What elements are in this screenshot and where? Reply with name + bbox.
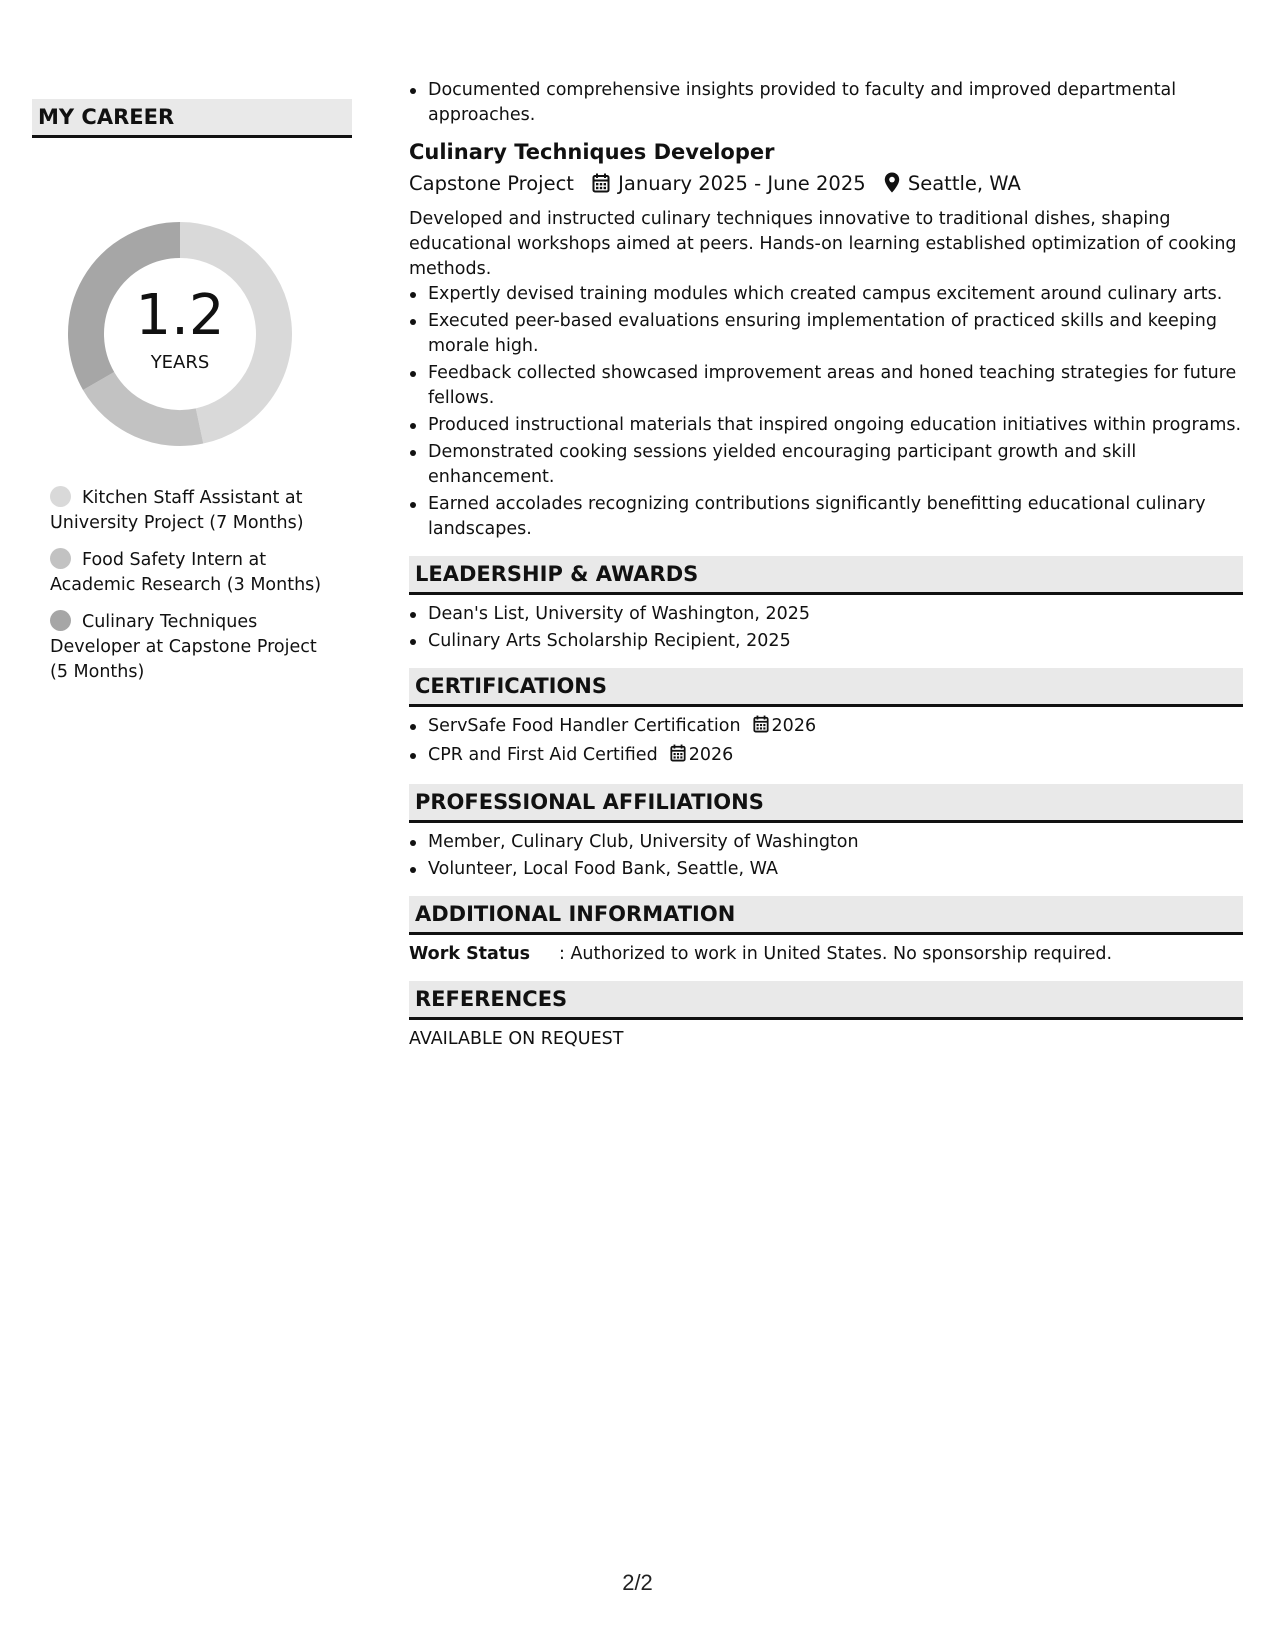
certification-name: ServSafe Food Handler Certification (428, 716, 741, 736)
career-heading: MY CAREER (32, 99, 352, 138)
awards-section (409, 556, 1243, 654)
legend-dot (50, 486, 71, 507)
list-item (409, 743, 1243, 770)
legend-item (50, 610, 340, 685)
donut-segment-2 (99, 381, 200, 428)
certification-name: CPR and First Aid Certified (428, 745, 658, 765)
list-item: Documented comprehensive insights provided to faculty and improved departmental approaches. (409, 78, 1243, 128)
legend-dot (50, 548, 71, 569)
career-donut-chart (66, 220, 294, 448)
page-number: 2/2 (622, 1570, 653, 1595)
job-meta (409, 169, 1243, 202)
calendar-icon (753, 715, 769, 741)
awards-list (409, 602, 1243, 654)
job-location: Seattle, WA (907, 172, 1021, 195)
career-years-value: 1.2 (135, 283, 225, 348)
list-item: Member, Culinary Club, University of Washington (409, 830, 1243, 855)
affiliations-section (409, 784, 1243, 882)
affiliations-heading: PROFESSIONAL AFFILIATIONS (409, 784, 1243, 823)
work-status-value: : Authorized to work in United States. No sponsorship required. (559, 944, 1113, 964)
previous-job-bullets (409, 78, 1243, 128)
work-status-row (409, 942, 1243, 967)
list-item: Executed peer-based evaluations ensuring implementation of practiced skills and keeping morale high. (409, 309, 1243, 359)
job-organization: Capstone Project (409, 172, 574, 195)
list-item: Dean's List, University of Washington, 2025 (409, 602, 1243, 627)
certification-year: 2026 (688, 745, 734, 765)
job-description: Developed and instructed culinary techniques innovative to traditional dishes, shaping educational workshops aimed at peers. Hands-on learning established optimization of cooking methods. (409, 209, 1237, 279)
legend-dot (50, 610, 71, 631)
list-item: Expertly devised training modules which created campus excitement around culinary arts. (409, 282, 1243, 307)
legend-text: Food Safety Intern at Academic Research (3 Months) (50, 550, 322, 595)
list-item: Produced instructional materials that inspired ongoing education initiatives within programs. (409, 413, 1243, 438)
certifications-list (409, 714, 1243, 770)
certifications-heading: CERTIFICATIONS (409, 668, 1243, 707)
list-item: Feedback collected showcased improvement areas and honed teaching strategies for future fellows. (409, 361, 1243, 411)
certifications-section (409, 668, 1243, 770)
list-item: Earned accolades recognizing contributions significantly benefitting educational culinary landscapes. (409, 492, 1243, 542)
additional-info-section (409, 896, 1243, 967)
job-title: Culinary Techniques Developer (409, 140, 775, 164)
list-item: Culinary Arts Scholarship Recipient, 2025 (409, 629, 1243, 654)
references-heading: REFERENCES (409, 981, 1243, 1020)
career-sidebar (32, 99, 352, 697)
list-item: Volunteer, Local Food Bank, Seattle, WA (409, 857, 1243, 882)
career-years-unit: YEARS (150, 352, 210, 373)
references-section (409, 981, 1243, 1052)
calendar-icon (670, 744, 686, 770)
map-pin-icon (884, 172, 900, 202)
affiliations-list (409, 830, 1243, 882)
certification-year: 2026 (771, 716, 817, 736)
list-item: Demonstrated cooking sessions yielded encouraging participant growth and skill enhancement. (409, 440, 1243, 490)
resume-main (409, 78, 1243, 1052)
legend-text: Culinary Techniques Developer at Capstone Project (5 Months) (50, 612, 317, 682)
references-text: AVAILABLE ON REQUEST (409, 1029, 624, 1049)
awards-heading: LEADERSHIP & AWARDS (409, 556, 1243, 595)
legend-text: Kitchen Staff Assistant at University Project (7 Months) (50, 488, 304, 533)
job-dates: January 2025 - June 2025 (618, 172, 866, 195)
list-item (409, 714, 1243, 741)
additional-info-heading: ADDITIONAL INFORMATION (409, 896, 1243, 935)
career-legend (50, 486, 340, 685)
legend-item (50, 548, 340, 598)
job-bullets (409, 282, 1243, 542)
legend-item (50, 486, 340, 536)
calendar-icon (592, 172, 610, 202)
work-status-label: Work Status (409, 944, 531, 964)
